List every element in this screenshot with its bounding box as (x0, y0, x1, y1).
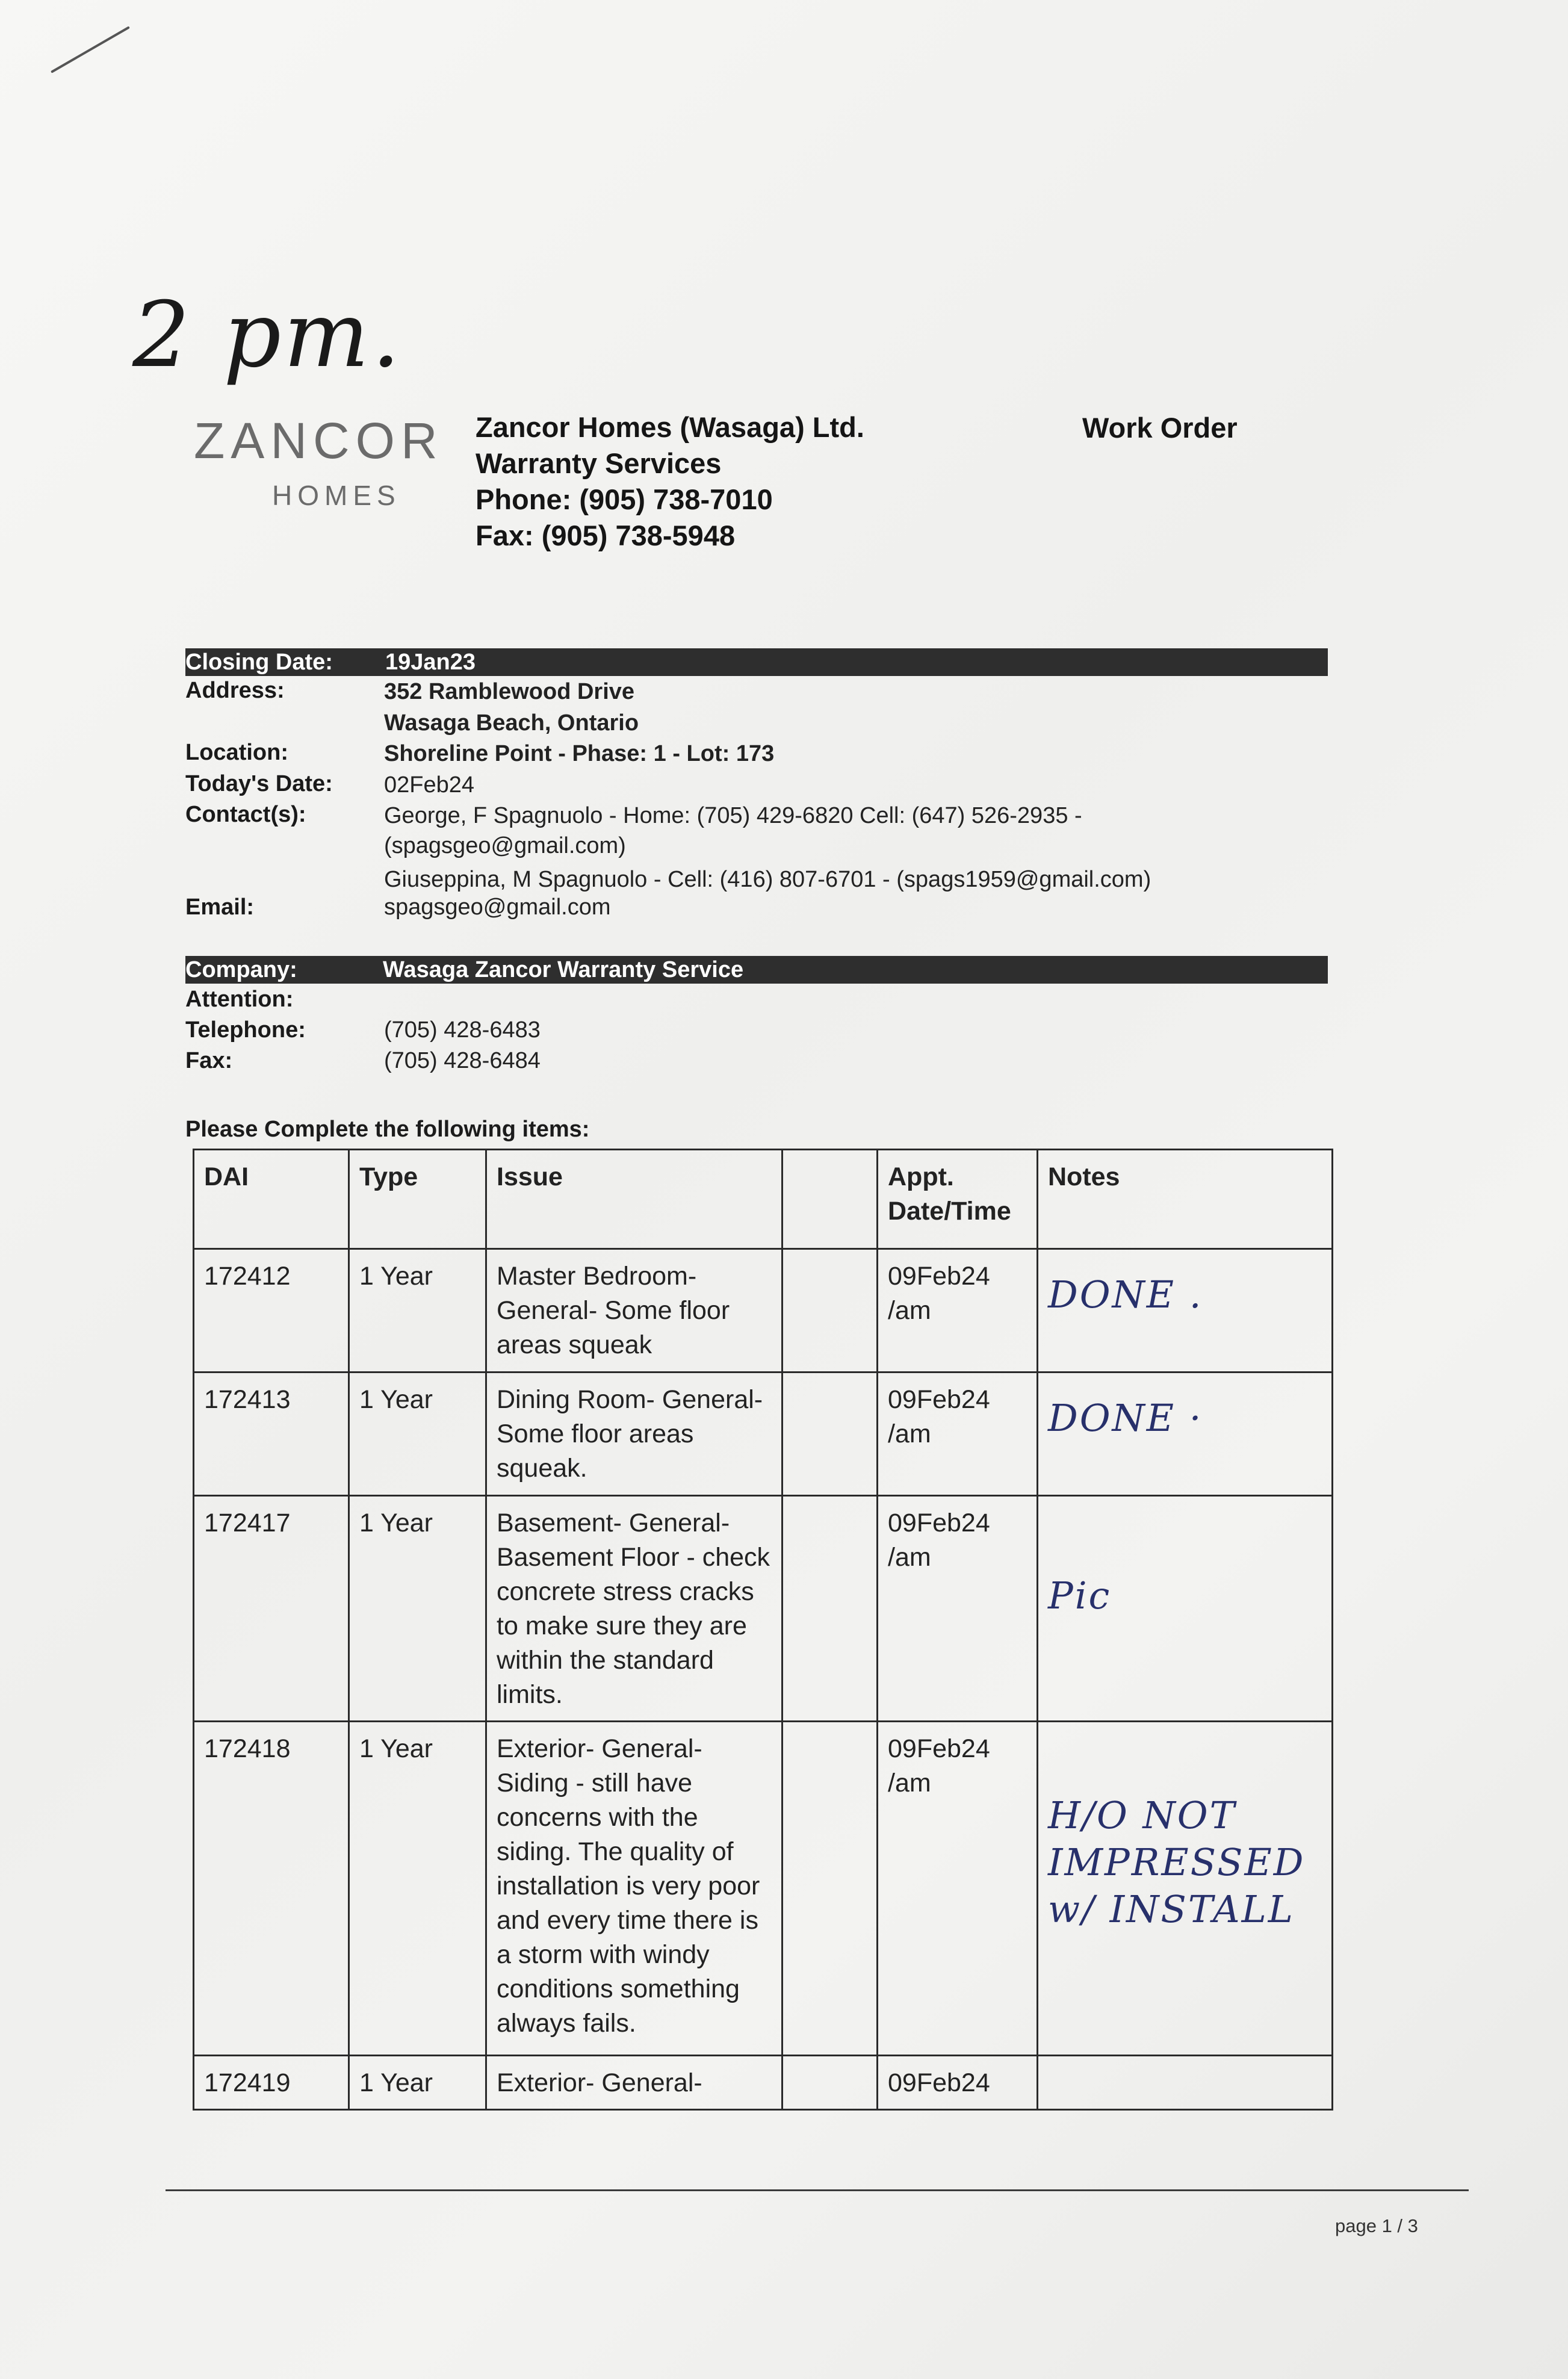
header-type: Type (349, 1150, 486, 1249)
cell-issue: Master Bedroom- General- Some floor areas squeak (486, 1249, 782, 1372)
cell-appt: 09Feb24 /am (878, 1249, 1038, 1372)
email-label: Email: (185, 895, 255, 920)
cell-blank (782, 1722, 878, 2056)
company-bar (185, 956, 1328, 984)
cell-issue: Exterior- General- Siding - still have concerns with the siding. The quality of installation is very poor and every time there is a storm with windy conditions something always fails. (486, 1722, 782, 2056)
today-label: Today's Date: (185, 771, 333, 796)
cell-type: 1 Year (349, 1722, 486, 2056)
today-value: 02Feb24 (384, 772, 475, 798)
cell-issue: Exterior- General- (486, 2056, 782, 2110)
cell-dai: 172412 (194, 1249, 349, 1372)
telephone-value: (705) 428-6483 (384, 1017, 541, 1043)
document-title: Work Order (1082, 412, 1238, 444)
cell-type: 1 Year (349, 1249, 486, 1372)
company-bar-label: Company: (185, 957, 297, 982)
attention-label: Attention: (185, 987, 294, 1012)
address-label: Address: (185, 678, 285, 703)
logo-sub: HOMES (272, 480, 401, 511)
table-row (194, 1722, 1333, 2056)
table-header-row (194, 1150, 1333, 1249)
cell-notes (1038, 1249, 1333, 1372)
items-title: Please Complete the following items: (185, 1117, 590, 1142)
table-row (194, 2056, 1333, 2110)
cell-type: 1 Year (349, 1372, 486, 1496)
cell-notes (1038, 1372, 1333, 1496)
header-blank (782, 1150, 878, 1249)
location-value: Shoreline Point - Phase: 1 - Lot: 173 (384, 741, 775, 766)
address-line1: 352 Ramblewood Drive (384, 679, 635, 704)
page-number: page 1 / 3 (1335, 2215, 1418, 2236)
logo-name: ZANCOR (194, 412, 444, 469)
cell-blank (782, 1496, 878, 1722)
company-name: Zancor Homes (Wasaga) Ltd. (476, 411, 864, 443)
cell-issue: Basement- General- Basement Floor - check concrete stress cracks to make sure they are within the standard limits. (486, 1496, 782, 1722)
company-dept: Warranty Services (476, 447, 722, 479)
handwritten-note: DONE . (1048, 1273, 1203, 1317)
closing-date-bar (185, 648, 1328, 676)
handwritten-note: DONE · (1048, 1396, 1203, 1440)
cell-appt: 09Feb24 /am (878, 1372, 1038, 1496)
table-row (194, 1249, 1333, 1372)
cell-type: 1 Year (349, 1496, 486, 1722)
cell-appt: 09Feb24 /am (878, 1496, 1038, 1722)
cell-blank (782, 1372, 878, 1496)
cell-appt: 09Feb24 (878, 2056, 1038, 2110)
company-fax: Fax: (905) 738-5948 (476, 520, 736, 551)
location-label: Location: (185, 740, 288, 765)
company-bar-value: Wasaga Zancor Warranty Service (383, 957, 744, 982)
closing-date-label: Closing Date: (185, 650, 333, 675)
cell-notes (1038, 1722, 1333, 2056)
closing-date-value: 19Jan23 (385, 650, 476, 675)
cell-dai: 172417 (194, 1496, 349, 1722)
header-dai: DAI (194, 1150, 349, 1249)
table-row (194, 1372, 1333, 1496)
cell-notes (1038, 1496, 1333, 1722)
header-issue: Issue (486, 1150, 782, 1249)
handwritten-note: Pic (1048, 1574, 1112, 1618)
contact1-line1: George, F Spagnuolo - Home: (705) 429-6820 Cell: (647) 526-2935 - (384, 803, 1082, 828)
email-value: spagsgeo@gmail.com (384, 895, 611, 920)
company-phone: Phone: (905) 738-7010 (476, 483, 773, 515)
cell-dai: 172419 (194, 2056, 349, 2110)
zancor-logo (194, 412, 459, 512)
fax-label: Fax: (185, 1048, 233, 1073)
cell-blank (782, 1249, 878, 1372)
work-items-table (193, 1149, 1333, 2111)
cell-dai: 172418 (194, 1722, 349, 2056)
fax-value: (705) 428-6484 (384, 1048, 541, 1073)
cell-issue: Dining Room- General- Some floor areas squeak. (486, 1372, 782, 1496)
cell-blank (782, 2056, 878, 2110)
contact1-line2: (spagsgeo@gmail.com) (384, 833, 626, 858)
cell-appt: 09Feb24 /am (878, 1722, 1038, 2056)
telephone-label: Telephone: (185, 1017, 306, 1043)
staple-mark (51, 26, 130, 73)
address-line2: Wasaga Beach, Ontario (384, 710, 639, 736)
company-block (476, 409, 864, 554)
handwritten-time: 2 pm. (132, 283, 403, 388)
cell-notes (1038, 2056, 1333, 2110)
handwritten-note: H/O NOT IMPRESSED w/ INSTALL (1048, 1793, 1306, 1931)
header-notes: Notes (1038, 1150, 1333, 1249)
cell-dai: 172413 (194, 1372, 349, 1496)
footer-divider (166, 2189, 1469, 2191)
contacts-label: Contact(s): (185, 802, 306, 827)
table-row (194, 1496, 1333, 1722)
cell-type: 1 Year (349, 2056, 486, 2110)
header-appt: Appt. Date/Time (878, 1150, 1038, 1249)
contact2: Giuseppina, M Spagnuolo - Cell: (416) 807-6701 - (spags1959@gmail.com) (384, 867, 1151, 892)
